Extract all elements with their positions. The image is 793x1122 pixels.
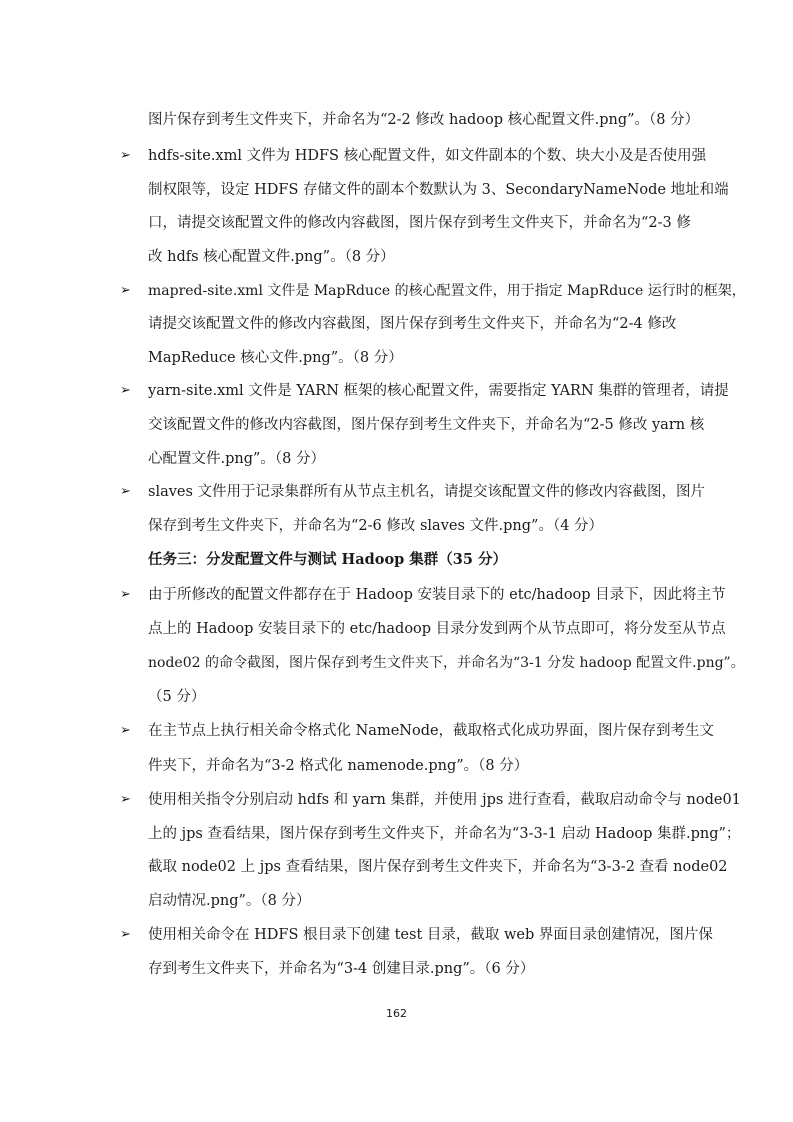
section-heading: 任务三：分发配置文件与测试 Hadoop 集群（35 分）	[148, 551, 508, 568]
body-line: （5 分）	[148, 689, 206, 705]
body-line: 启动情况.png”。（8 分）	[148, 893, 311, 909]
body-line: 件夹下，并命名为“3-2 格式化 namenode.png”。（8 分）	[148, 758, 529, 774]
body-line: 请提交该配置文件的修改内容截图，图片保存到考生文件夹下，并命名为“2-4 修改	[148, 316, 677, 332]
body-line: slaves 文件用于记录集群所有从节点主机名，请提交该配置文件的修改内容截图，图片	[148, 484, 706, 500]
body-line: 制权限等，设定 HDFS 存储文件的副本个数默认为 3、SecondaryNameNode 地址和端	[148, 182, 729, 198]
bullet-marker: ➢	[120, 148, 131, 163]
body-line: 由于所修改的配置文件都存在于 Hadoop 安装目录下的 etc/hadoop 目录下，因此将主节	[148, 587, 726, 603]
body-line: mapred-site.xml 文件是 MapRduce 的核心配置文件，用于指定 MapRduce 运行时的框架，	[148, 283, 746, 299]
body-line: 使用相关命令在 HDFS 根目录下创建 test 目录，截取 web 界面目录创建情况，图片保	[148, 927, 713, 943]
bullet-marker: ➢	[120, 587, 131, 602]
body-line: 改 hdfs 核心配置文件.png”。（8 分）	[148, 249, 395, 265]
body-line: 口，请提交该配置文件的修改内容截图，图片保存到考生文件夹下，并命名为“2-3 修	[148, 215, 691, 231]
body-line: MapReduce 核心文件.png”。（8 分）	[148, 350, 403, 366]
body-line: 交该配置文件的修改内容截图，图片保存到考生文件夹下，并命名为“2-5 修改 yarn 核	[148, 417, 705, 433]
body-line: 存到考生文件夹下，并命名为“3-4 创建目录.png”。（6 分）	[148, 961, 535, 977]
body-line: node02 的命令截图，图片保存到考生文件夹下，并命名为“3-1 分发 hadoop 配置文件.png”。	[148, 655, 745, 671]
body-line: 上的 jps 查看结果，图片保存到考生文件夹下，并命名为“3-3-1 启动 Hadoop 集群.png”；	[148, 826, 741, 842]
bullet-marker: ➢	[120, 484, 131, 499]
bullet-marker: ➢	[120, 723, 131, 738]
body-line: 点上的 Hadoop 安装目录下的 etc/hadoop 目录分发到两个从节点即可，将分发至从节点	[148, 621, 726, 637]
page-number: 162	[386, 1007, 407, 1020]
bullet-marker: ➢	[120, 792, 131, 807]
body-line: 心配置文件.png”。（8 分）	[148, 451, 326, 467]
body-line: hdfs-site.xml 文件为 HDFS 核心配置文件，如文件副本的个数、块大小及是否使用强	[148, 148, 707, 164]
body-line: 截取 node02 上 jps 查看结果，图片保存到考生文件夹下，并命名为“3-3-2 查看 node02	[148, 859, 728, 875]
body-line: 使用相关指令分别启动 hdfs 和 yarn 集群，并使用 jps 进行查看，截取启动命令与 node01	[148, 792, 741, 808]
body-line: 保存到考生文件夹下，并命名为“2-6 修改 slaves 文件.png”。（4 分）	[148, 518, 604, 534]
bullet-marker: ➢	[120, 927, 131, 942]
bullet-marker: ➢	[120, 383, 131, 398]
body-line: yarn-site.xml 文件是 YARN 框架的核心配置文件，需要指定 YARN 集群的管理者，请提	[148, 383, 729, 399]
body-line: 在主节点上执行相关命令格式化 NameNode，截取格式化成功界面，图片保存到考生文	[148, 723, 715, 739]
body-line: 图片保存到考生文件夹下，并命名为“2-2 修改 hadoop 核心配置文件.png”。（8 分）	[148, 112, 700, 128]
bullet-marker: ➢	[120, 283, 131, 298]
